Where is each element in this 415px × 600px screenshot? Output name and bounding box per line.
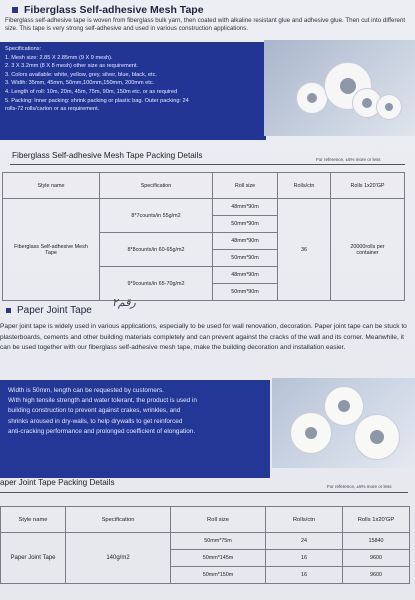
column-header: Roll size	[213, 173, 278, 199]
paper-table-note: For reference, ±5% more or less	[327, 484, 392, 489]
column-header: Rolls 1x20'GP	[343, 507, 410, 533]
rolls-gp-cell: 9600	[343, 567, 410, 584]
feature-line: Width is 50mm, length can be requested by customers.	[8, 387, 164, 394]
column-header: Specification	[100, 173, 213, 199]
rolls-gp-cell: 9600	[343, 550, 410, 567]
roll-size-cell: 50mm*145m	[171, 550, 266, 567]
roll-size-cell: 48mm*90m	[213, 233, 278, 250]
rolls-ctn-cell: 16	[266, 550, 343, 567]
spec-line: 2. 3 X 3.2mm (8 X 8 mesh) other size as requirement.	[5, 63, 139, 70]
paper-table-title: aper Joint Tape Packing Details	[0, 478, 115, 487]
spec-line: 4. Length of roll: 10m, 20m, 45m, 75m, 90m, 150m etc. or as required	[5, 88, 178, 95]
paper-tape-photo	[272, 378, 415, 468]
specifications-box	[0, 42, 266, 140]
mesh-tape-title-text: Fiberglass Self-adhesive Mesh Tape	[24, 4, 204, 16]
rolls-ctn-cell: 24	[266, 533, 343, 550]
table-header-row	[3, 173, 405, 199]
paper-packing-table	[0, 506, 410, 584]
roll-size-cell: 50mm*90m	[213, 250, 278, 267]
column-header: Style name	[1, 507, 66, 533]
divider	[0, 492, 408, 493]
column-header: Rolls/ctn	[266, 507, 343, 533]
rolls-ctn-cell: 16	[266, 567, 343, 584]
paper-tape-title	[6, 305, 92, 316]
spec-line: rolls-72 rolls/carton or as requirement.	[5, 106, 100, 113]
feature-line: shrinks aroused in dry-walls, to help drywalls to get reinforced	[8, 417, 183, 425]
spec-line: 5. Packing: Inner packing: shrink packing or plastic bag. Outer packing: 24	[5, 97, 189, 104]
spec-line: 3. Width: 35mm, 45mm, 50mm,100mm,150mm, 200mm etc.	[5, 80, 155, 87]
spec-cell: 8*8counts/in 60-65g/m2	[100, 233, 213, 267]
mesh-tape-intro: Fiberglass self-adhesive tape is woven from fiberglass bulk yarn, then coated with alkaline resistant glue and adhesive glue. Then cut into different size. This tape is very strong self-adhesive and used in various construction applications.	[5, 17, 406, 32]
tape-roll-image	[354, 414, 400, 460]
paper-tape-title-text: Paper Joint Tape	[17, 305, 92, 316]
spec-line: 1. Mesh size: 2.85 X 2.85mm (9 X 9 mesh).	[5, 54, 113, 61]
bullet-square-icon	[12, 7, 18, 13]
column-header: Rolls 1x20'GP	[331, 173, 405, 199]
mesh-table-note: For reference, ±5% more or less	[316, 157, 381, 162]
mesh-tape-photo	[264, 40, 415, 136]
mesh-tape-title	[12, 4, 204, 16]
style-name-cell: Fiberglass Self-adhesive Mesh Tape	[3, 199, 100, 301]
handwritten-note: رقم٢	[112, 296, 136, 309]
table-row	[3, 199, 405, 216]
tape-roll-image	[290, 412, 332, 454]
bullet-square-icon	[6, 308, 11, 313]
table-header-row	[1, 507, 410, 533]
tape-roll-image	[376, 94, 402, 120]
roll-size-cell: 50mm*90m	[213, 216, 278, 233]
roll-size-cell: 48mm*90m	[213, 267, 278, 284]
column-header: Style name	[3, 173, 100, 199]
column-header: Specification	[66, 507, 171, 533]
spec-cell: 9*9counts/in 65-70g/m2	[100, 267, 213, 301]
divider	[10, 164, 405, 165]
feature-line: building construction to prevent against crakes, wrinkles, and	[8, 407, 181, 415]
paper-tape-description: Paper joint tape is widely used in various applications, especially to be used for wall renovation, decoration. Paper joint tape can be stuck to plasterboards, cements and other building materials completely and can prevent against the cracks of the wall and its corner. Meanwhile, it can be used together with our fiberglass self-adhesive mesh tape, make the building decoration and installation easier.	[0, 323, 407, 351]
mesh-packing-table	[2, 172, 405, 301]
feature-line: With high tensile strength and water tolerant, the product is used in	[8, 397, 197, 405]
paper-tape-features-box	[0, 380, 270, 478]
column-header: Roll size	[171, 507, 266, 533]
roll-size-cell: 50mm*75m	[171, 533, 266, 550]
roll-size-cell: 50mm*90m	[213, 284, 278, 301]
spec-heading: Specifications:	[5, 46, 42, 52]
column-header: Rolls/ctn	[278, 173, 331, 199]
rolls-gp-cell: 15840	[343, 533, 410, 550]
spec-cell: 8*7counts/in 55g/m2	[100, 199, 213, 233]
roll-size-cell: 48mm*90m	[213, 199, 278, 216]
feature-line: anti-cracking performance and prolonged coefficient of elongation.	[8, 427, 196, 435]
table-row	[1, 533, 410, 550]
spec-line: 3. Colors available: white, yellow, grey, silver, blue, black, etc.	[5, 71, 157, 78]
rolls-gp-cell: 20000rolls per container	[331, 199, 405, 301]
mesh-table-title: Fiberglass Self-adhesive Mesh Tape Packing Details	[12, 151, 203, 160]
roll-size-cell: 50mm*150m	[171, 567, 266, 584]
rolls-ctn-cell: 36	[278, 199, 331, 301]
tape-roll-image	[324, 386, 364, 426]
style-name-cell: Paper Joint Tape	[1, 533, 66, 584]
spec-cell: 140g/m2	[66, 533, 171, 584]
